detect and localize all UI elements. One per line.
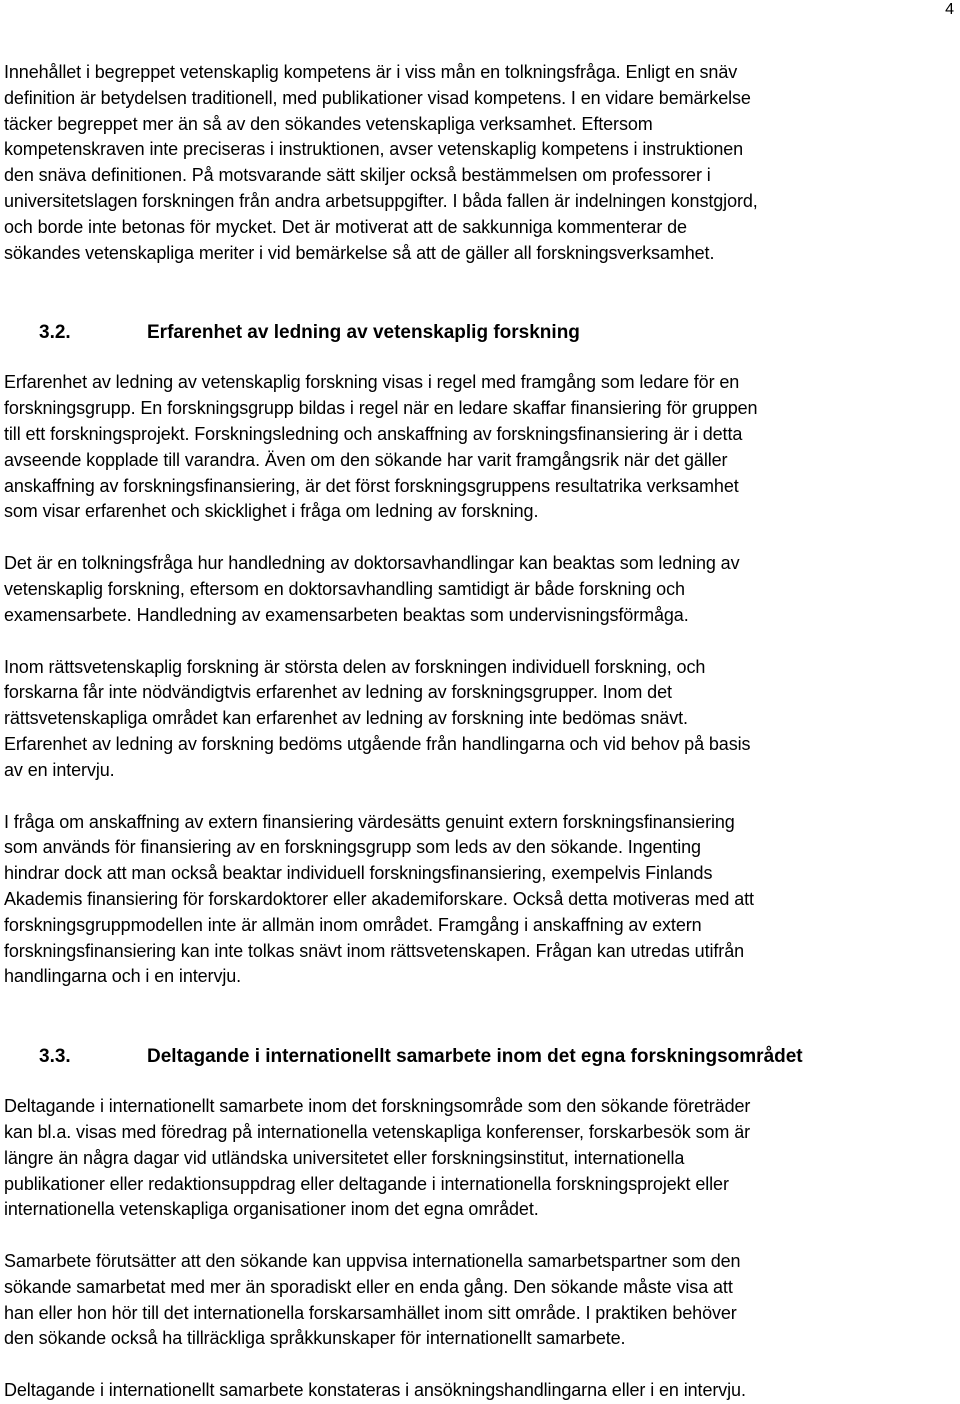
text-line: Deltagande i internationellt samarbete inom det forskningsområde som den sökande företräder: [4, 1096, 751, 1117]
text-line: den sökande också ha tillräckliga språkkunskaper för internationellt samarbete.: [4, 1328, 626, 1349]
text-line: sökande samarbetat med mer än sporadiskt eller en enda gång. Den sökande måste visa att: [4, 1276, 733, 1297]
text-line: den snäva definitionen. På motsvarande sätt skiljer också bestämmelsen om professorer i: [4, 165, 711, 186]
paragraph: [4, 1094, 956, 1223]
text-line: forskningsfinansiering kan inte tolkas snävt inom rättsvetenskapen. Frågan kan utredas utifrån: [4, 940, 745, 961]
text-line: Deltagande i internationellt samarbete konstateras i ansökningshandlingarna eller i en intervju.: [4, 1380, 746, 1401]
section-title: Deltagande i internationellt samarbete inom det egna forskningsområdet: [147, 1046, 803, 1068]
text-line: och borde inte betonas för mycket. Det är motiverat att de sakkunniga kommenterar de: [4, 216, 687, 237]
text-line: forskningsgruppmodellen inte är allmän inom området. Framgång i anskaffning av extern: [4, 914, 702, 935]
text-line: Samarbete förutsätter att den sökande kan uppvisa internationella samarbetspartner som den: [4, 1251, 741, 1272]
text-line: Innehållet i begreppet vetenskaplig kompetens är i viss mån en tolkningsfråga. Enligt en snäv: [4, 62, 738, 82]
paragraph: [4, 1249, 956, 1352]
text-line: kan bl.a. visas med föredrag på internationella vetenskapliga konferenser, forskarbesök som är: [4, 1121, 751, 1142]
text-line: Erfarenhet av ledning av vetenskaplig forskning visas i regel med framgång som ledare för en: [4, 372, 740, 393]
paragraph: [4, 60, 956, 266]
spacer: [4, 1223, 956, 1249]
text-line: täcker begreppet mer än så av den sökandes vetenskapliga verksamhet. Eftersom: [4, 113, 653, 134]
text-line: internationella vetenskapliga organisationer inom det egna området.: [4, 1199, 539, 1220]
text-line: som används för finansiering av en forskningsgrupp som leds av den sökande. Ingenting: [4, 837, 701, 858]
text-line: rättsvetenskapliga området kan erfarenhet av ledning av forskning inte bedömas snävt.: [4, 708, 688, 729]
text-line: han eller hon hör till det internationella forskarsamhället inom sitt område. I praktiken behöver: [4, 1302, 737, 1323]
text-line: kompetenskraven inte preciseras i instruktionen, avser vetenskaplig kompetens i instruktionen: [4, 139, 744, 160]
text-line: vetenskaplig forskning, eftersom en doktorsavhandling samtidigt är både forskning och: [4, 578, 685, 599]
text-line: Det är en tolkningsfråga hur handledning av doktorsavhandlingar kan beaktas som ledning av: [4, 553, 740, 574]
page-number: 4: [945, 1, 954, 18]
section-number: 3.3.: [39, 1046, 71, 1068]
spacer: [4, 990, 956, 1044]
paragraph: [4, 551, 956, 628]
spacer: [4, 629, 956, 655]
section-number: 3.2.: [39, 322, 71, 344]
spacer: [4, 525, 956, 551]
text-line: publikationer eller redaktionsuppdrag eller deltagande i internationella forskningsprojekt eller: [4, 1173, 729, 1194]
spacer: [4, 784, 956, 810]
text-line: avseende kopplade till varandra. Även om den sökande har varit framgångsrik när det gäller: [4, 449, 728, 470]
text-line: längre än några dagar vid utländska universitetet eller forskningsinstitut, internationella: [4, 1147, 685, 1168]
text-line: examensarbete. Handledning av examensarbeten beaktas som undervisningsförmåga.: [4, 604, 689, 625]
paragraph: [4, 810, 956, 991]
paragraph: [4, 1378, 956, 1404]
section-heading: [4, 1044, 956, 1070]
text-line: Inom rättsvetenskaplig forskning är största delen av forskningen individuell forskning, och: [4, 656, 706, 677]
paragraph: [4, 655, 956, 784]
spacer: [4, 346, 956, 370]
spacer: [4, 266, 956, 320]
text-line: I fråga om anskaffning av extern finansiering värdesätts genuint extern forskningsfinansiering: [4, 811, 735, 832]
text-line: forskningsgrupp. En forskningsgrupp bildas i regel när en ledare skaffar finansiering för gruppen: [4, 398, 758, 419]
spacer: [4, 1352, 956, 1378]
section-title: Erfarenhet av ledning av vetenskaplig forskning: [147, 322, 580, 344]
text-line: Erfarenhet av ledning av forskning bedöms utgående från handlingarna och vid behov på basis: [4, 733, 751, 754]
paragraph: [4, 370, 956, 525]
text-line: till ett forskningsprojekt. Forskningsledning och anskaffning av forskningsfinansiering är i detta: [4, 423, 743, 444]
text-line: sökandes vetenskapliga meriter i vid bemärkelse så att de gäller all forskningsverksamhet.: [4, 242, 715, 263]
spacer: [4, 1070, 956, 1094]
text-line: forskarna får inte nödvändigtvis erfarenhet av ledning av forskningsgrupper. Inom det: [4, 682, 672, 703]
text-line: anskaffning av forskningsfinansiering, är det först forskningsgruppens resultatrika verksamhet: [4, 475, 739, 496]
text-line: av en intervju.: [4, 759, 115, 780]
text-line: hindrar dock att man också beaktar individuell forskningsfinansiering, exempelvis Finlands: [4, 863, 713, 884]
text-line: handlingarna och i en intervju.: [4, 966, 242, 987]
text-line: definition är betydelsen traditionell, med publikationer visad kompetens. I en vidare bemärkelse: [4, 87, 751, 108]
text-line: Akademis finansiering för forskardoktorer eller akademiforskare. Också detta motiveras med att: [4, 888, 754, 909]
section-heading: [4, 320, 956, 346]
text-line: universitetslagen forskningen från andra arbetsuppgifter. I båda fallen är indelningen konstgjord,: [4, 190, 758, 211]
document-body: [4, 60, 956, 1404]
text-line: som visar erfarenhet och skicklighet i fråga om ledning av forskning.: [4, 501, 539, 522]
